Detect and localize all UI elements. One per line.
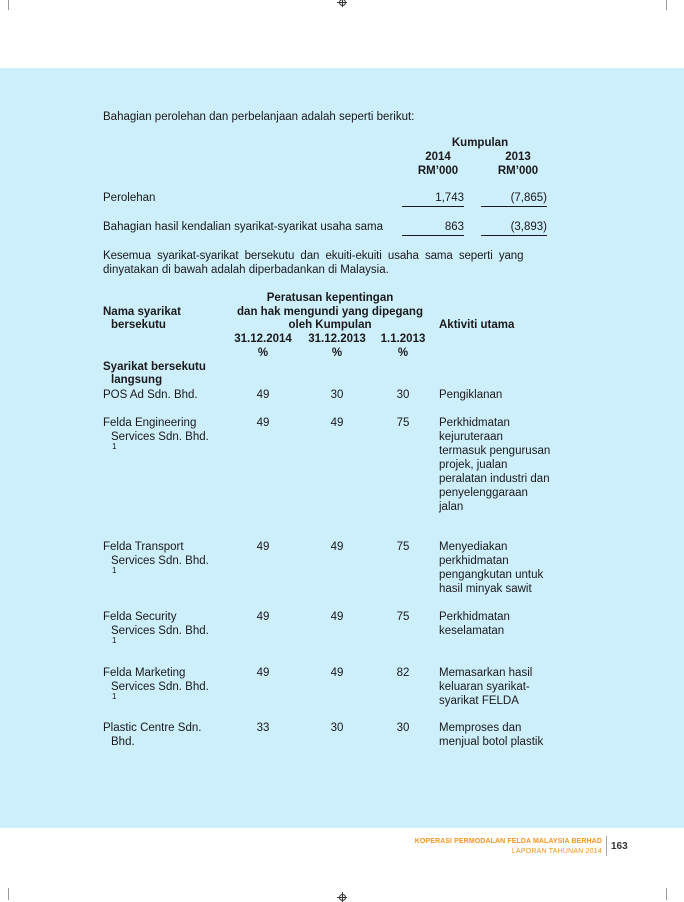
pct-2012: 75: [396, 541, 410, 553]
company-name: Services Sdn. Bhd.: [111, 625, 209, 637]
pct-2014: 49: [256, 611, 270, 623]
activity-text: Memproses dan menjual botol plastik: [439, 722, 544, 748]
pct-2014: 49: [256, 417, 270, 429]
fin-unit-2013: RM’000: [497, 165, 539, 177]
note-line-1: Kesemua syarikat-syarikat bersekutu dan ekuiti-ekuiti usaha sama seperti yang: [103, 250, 524, 262]
crop-mark-bl: [8, 888, 9, 900]
col-pct-sign: %: [331, 347, 343, 359]
fin-year-2014: 2014: [425, 151, 451, 163]
fin-row-label: Perolehan: [103, 192, 156, 204]
section-heading-2: langsung: [111, 374, 163, 386]
pct-2013: 49: [330, 417, 344, 429]
crop-mark-br: [666, 888, 667, 900]
fin-row-value: (3,893): [481, 220, 547, 236]
fin-row-value: 1,743: [402, 191, 464, 207]
company-name: Felda Engineering: [103, 417, 197, 429]
pct-2012: 75: [396, 611, 410, 623]
crop-mark-tl: [8, 0, 9, 10]
col-pct-sign: %: [397, 347, 409, 359]
col-date-2012: 1.1.2013: [380, 333, 426, 345]
col-date-2013: 31.12.2013: [308, 333, 366, 345]
page-number: 163: [611, 841, 628, 852]
company-name: Services Sdn. Bhd.: [111, 431, 209, 443]
col-name-header-2: bersekutu: [111, 319, 166, 331]
activity-text: Perkhidmatan kejuruteraan termasuk pengurusan projek, jualan peralatan industri dan penyelenggaraan jalan: [439, 417, 551, 513]
pct-2013: 30: [330, 389, 344, 401]
fin-row-value: (7,865): [481, 191, 547, 207]
company-name: Services Sdn. Bhd.: [111, 555, 209, 567]
fin-group-header: Kumpulan: [451, 137, 509, 149]
col-activity-header: Aktiviti utama: [439, 319, 515, 331]
col-pct-sign: %: [257, 347, 269, 359]
intro-text: Bahagian perolehan dan perbelanjaan adalah seperti berikut:: [103, 111, 415, 123]
pct-2013: 49: [330, 667, 344, 679]
company-name: Services Sdn. Bhd.: [111, 681, 209, 693]
activity-text: Perkhidmatan keselamatan: [439, 611, 510, 637]
pct-2014: 49: [256, 667, 270, 679]
pct-2014: 49: [256, 389, 270, 401]
footnote-marker: 1: [112, 692, 117, 701]
pct-2012: 30: [396, 389, 410, 401]
fin-row-value: 863: [402, 220, 464, 236]
activity-text: Pengiklanan: [439, 389, 503, 401]
pct-2014: 49: [256, 541, 270, 553]
activity-text: Memasarkan hasil keluaran syarikat-syarikat FELDA: [439, 667, 533, 707]
footnote-marker: 1: [112, 636, 117, 645]
pct-2012: 30: [396, 722, 410, 734]
pct-2013: 49: [330, 541, 344, 553]
pct-2012: 75: [396, 417, 410, 429]
company-name: POS Ad Sdn. Bhd.: [103, 389, 198, 401]
crop-mark-tr: [666, 0, 667, 10]
note-line-2: dinyatakan di bawah adalah diperbadankan di Malaysia.: [103, 264, 389, 276]
col-pct-header-3: oleh Kumpulan: [288, 319, 372, 331]
fin-row-label: Bahagian hasil kendalian syarikat-syarikat usaha sama: [103, 221, 383, 233]
col-date-2014: 31.12.2014: [234, 333, 292, 345]
registration-mark-bottom-icon: [337, 892, 347, 902]
pct-2014: 33: [256, 722, 270, 734]
registration-mark-top-icon: [337, 0, 347, 7]
pct-2013: 49: [330, 611, 344, 623]
footnote-marker: 1: [112, 566, 117, 575]
content-background: [0, 68, 684, 828]
col-pct-header-2: dan hak mengundi yang dipegang: [237, 306, 423, 318]
section-heading-1: Syarikat bersekutu: [103, 361, 206, 373]
company-name: Plastic Centre Sdn.: [103, 722, 202, 734]
company-name: Bhd.: [111, 736, 135, 748]
activity-text: Menyediakan perkhidmatan pengangkutan untuk hasil minyak sawit: [439, 541, 544, 595]
footer-divider: [606, 836, 607, 856]
company-name: Felda Marketing: [103, 667, 186, 679]
company-name: Felda Security: [103, 611, 177, 623]
footer-report-title: LAPORAN TAHUNAN 2014: [511, 848, 602, 855]
footer-organisation: KOPERASI PERMODALAN FELDA MALAYSIA BERHAD: [414, 838, 602, 845]
footnote-marker: 1: [112, 442, 117, 451]
pct-2012: 82: [396, 667, 410, 679]
fin-year-2013: 2013: [505, 151, 531, 163]
company-name: Felda Transport: [103, 541, 184, 553]
col-pct-header-1: Peratusan kepentingan: [266, 292, 394, 304]
fin-unit-2014: RM’000: [417, 165, 459, 177]
col-name-header-1: Nama syarikat: [103, 306, 181, 318]
pct-2013: 30: [330, 722, 344, 734]
